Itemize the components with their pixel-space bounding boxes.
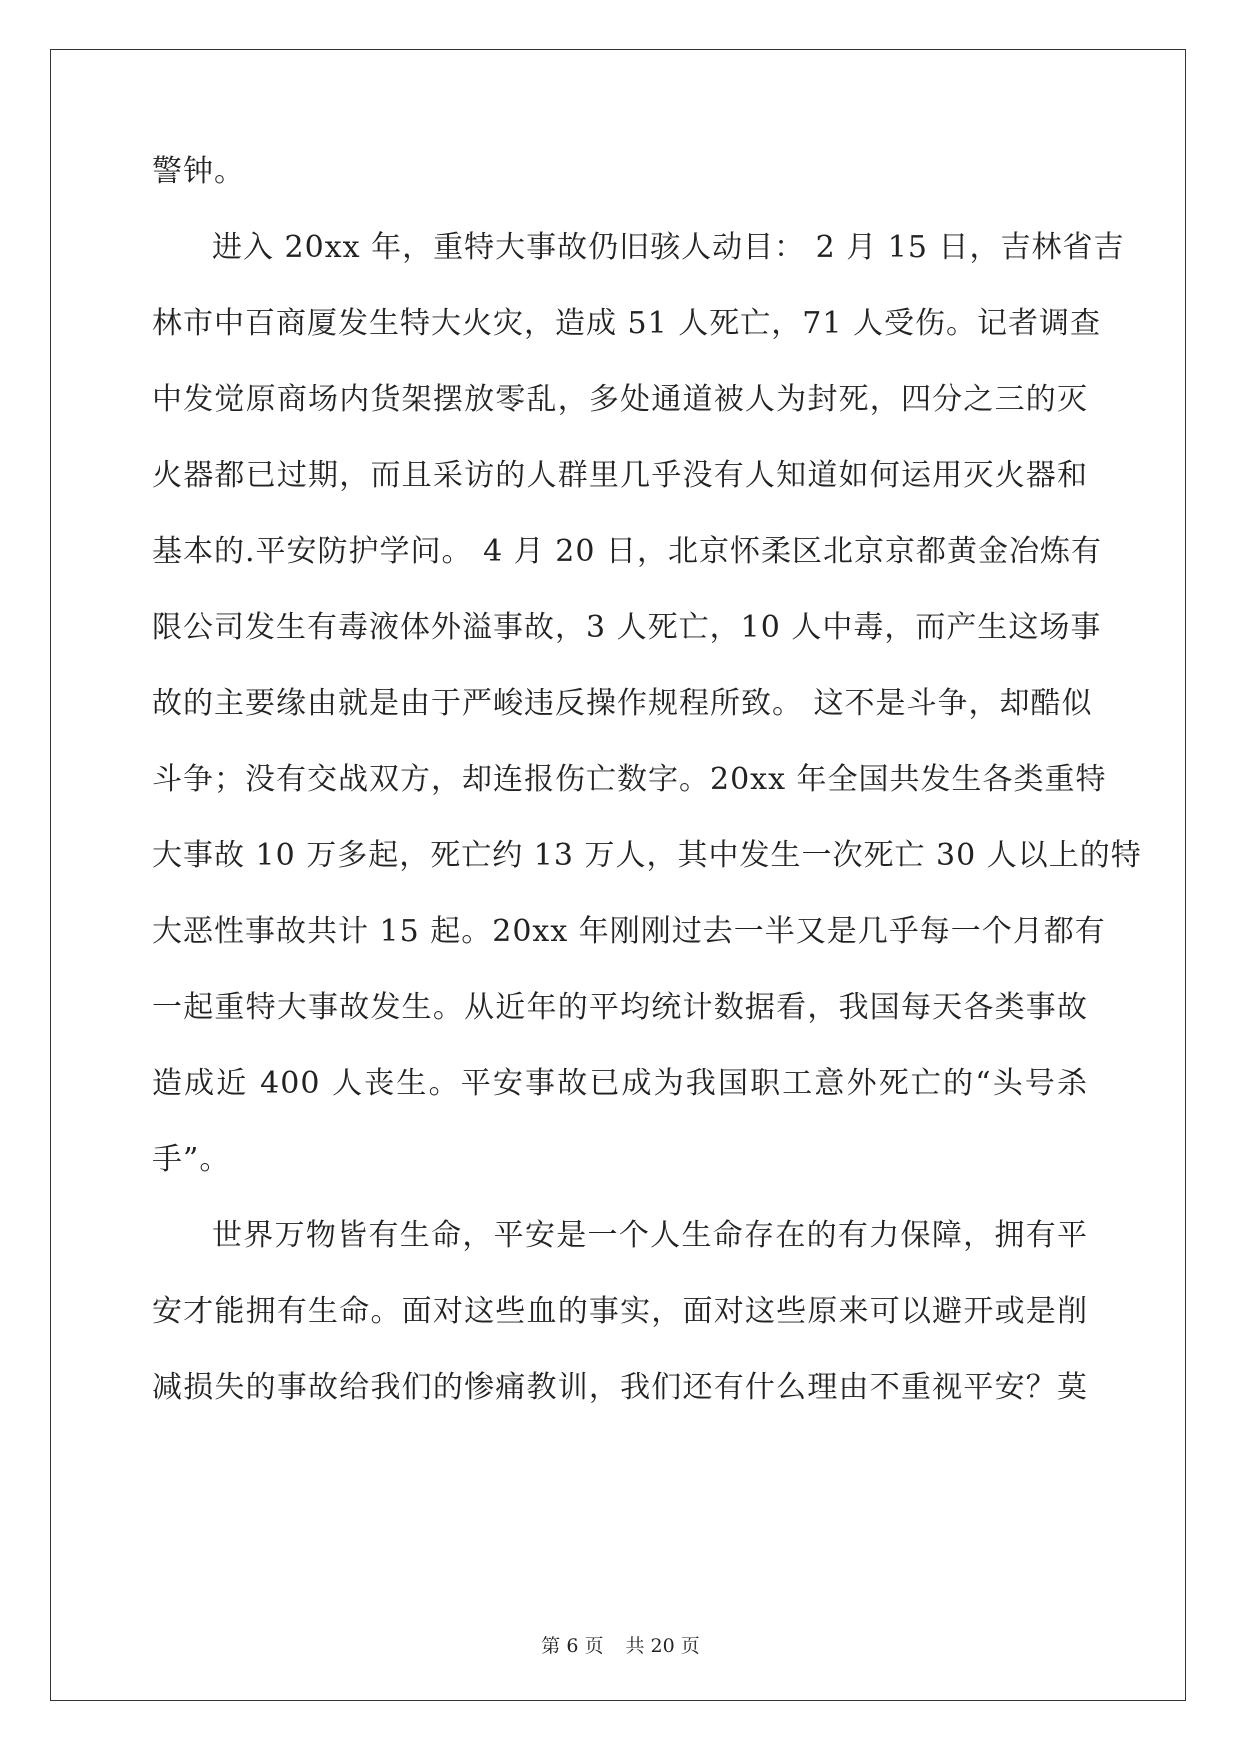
text-line: 大事故 10 万多起，死亡约 13 万人，其中发生一次死亡 30 人以上的特 <box>152 838 1142 873</box>
page-footer <box>0 1634 1241 1658</box>
text-line: 减损失的事故给我们的惨痛教训，我们还有什么理由不重视平安？莫 <box>152 1370 1088 1405</box>
paragraph-first-line: 世界万物皆有生命，平安是一个人生命存在的有力保障，拥有平 <box>212 1218 1088 1253</box>
text-line: 警钟。 <box>152 154 245 189</box>
paragraph-first-line: 进入 20xx 年，重特大事故仍旧骇人动目： 2 月 15 日，吉林省吉 <box>212 230 1125 265</box>
text-line: 限公司发生有毒液体外溢事故，3 人死亡，10 人中毒，而产生这场事 <box>152 610 1102 645</box>
text-line: 安才能拥有生命。面对这些血的事实，面对这些原来可以避开或是削 <box>152 1294 1088 1329</box>
text-line: 大恶性事故共计 15 起。20xx 年刚刚过去一半又是几乎每一个月都有 <box>152 914 1106 949</box>
text-line: 火器都已过期，而且采访的人群里几乎没有人知道如何运用灭火器和 <box>152 458 1088 493</box>
total-pages: 共 20 页 <box>625 1635 700 1657</box>
text-line: 林市中百商厦发生特大火灾，造成 51 人死亡，71 人受伤。记者调查 <box>152 306 1101 341</box>
text-line: 造成近 400 人丧生。平安事故已成为我国职工意外死亡的“头号杀 <box>152 1066 1088 1101</box>
text-line: 斗争；没有交战双方，却连报伤亡数字。20xx 年全国共发生各类重特 <box>152 762 1107 797</box>
text-line: 一起重特大事故发生。从近年的平均统计数据看，我国每天各类事故 <box>152 990 1088 1025</box>
text-line: 手”。 <box>152 1142 231 1177</box>
text-line: 基本的.平安防护学问。 4 月 20 日，北京怀柔区北京京都黄金冶炼有 <box>152 534 1102 569</box>
page-number: 第 6 页 <box>541 1635 604 1657</box>
text-line: 中发觉原商场内货架摆放零乱，多处通道被人为封死，四分之三的灭 <box>152 382 1088 417</box>
text-line: 故的主要缘由就是由于严峻违反操作规程所致。 这不是斗争，却酷似 <box>152 686 1093 721</box>
